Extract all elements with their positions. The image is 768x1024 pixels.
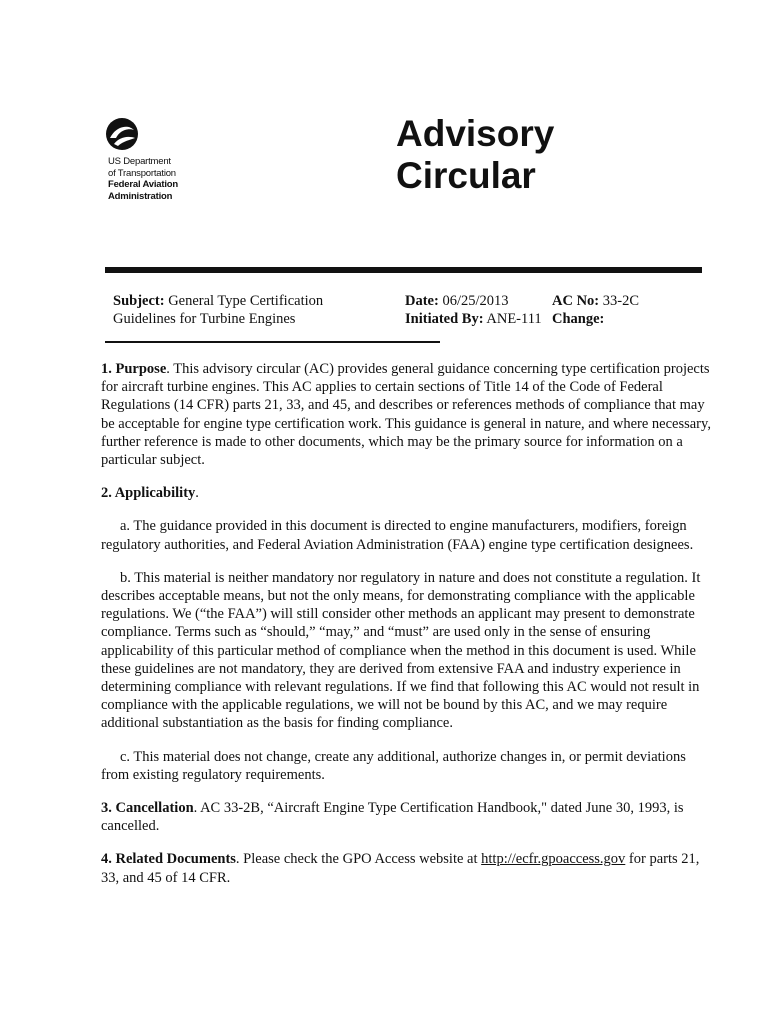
- applicability-heading-line: [101, 484, 713, 502]
- initiated-label: Initiated By:: [405, 311, 484, 327]
- subject-block: [113, 292, 403, 328]
- applicability-dot: .: [195, 485, 199, 502]
- purpose-text: . This advisory circular (AC) provides general guidance concerning type certification projects for aircraft turbine engines. This AC applies to certain sections of Title 14 of the Code of Federal Regulations (14 CFR) parts 21, 33, and 45, and describes or references methods of compliance that may be acceptable for engine type certification work. This guidance is general in nature, and where necessary, further reference is made to other documents, which may be the primary source for information on a particular subject.: [101, 361, 711, 469]
- change-label: Change:: [552, 311, 605, 327]
- cancellation-paragraph: [101, 799, 713, 835]
- subject-line-2: Guidelines for Turbine Engines: [113, 311, 296, 327]
- purpose-heading: 1. Purpose: [101, 361, 167, 377]
- applicability-c: c. This material does not change, create any additional, authorize changes in, or permit deviations from existing regulatory requirements.: [101, 748, 686, 783]
- document-body: [101, 360, 713, 902]
- dept-line-2: of Transportation: [108, 167, 176, 179]
- title-line-2: Circular: [396, 155, 536, 196]
- subject-label: Subject:: [113, 293, 165, 309]
- applicability-b: b. This material is neither mandatory nor regulatory in nature and does not constitute a regulation. It describes acceptable means, but not the only means, for demonstrating compliance with the applicable regulations. We (“the FAA”) will still consider other methods an applicant may present to demonstrate compliance. Terms such as “should,” “may,” and “must” are used only in the sense of ensuring applicability of this particular method of compliance when the method in this document is used. While these guidelines are not mandatory, they are derived from extensive FAA and industry experience in determining compliance with relevant regulations. If we find that following this AC would not result in compliance with the applicable regulations, we will not be bound by this AC, and we may require additional substantiation as the basis for finding compliance.: [101, 569, 701, 732]
- cancellation-heading: 3. Cancellation: [101, 800, 194, 817]
- related-text-after: for parts 21, 33, and 45 of 14 CFR.: [101, 851, 700, 886]
- related-documents-paragraph: [101, 850, 713, 886]
- title-line-1: Advisory: [396, 113, 555, 154]
- dept-line-1: US Department: [108, 156, 171, 167]
- applicability-a: a. The guidance provided in this document is directed to engine manufacturers, modifiers, foreign regulatory authorities, and Federal Aviation Administration (FAA) engine type certification designees.: [101, 518, 694, 553]
- date-label: Date:: [405, 293, 439, 309]
- date-value: 06/25/2013: [438, 293, 509, 309]
- initiated-value: ANE-111: [483, 311, 542, 327]
- related-heading: 4. Related Documents: [101, 851, 236, 868]
- header-rule: [105, 267, 702, 273]
- agency-name: [108, 156, 178, 202]
- agency-line-1: Federal Aviation: [108, 179, 179, 190]
- subject-line-1: General Type Certification: [164, 293, 324, 309]
- document-title: [396, 113, 554, 197]
- cancellation-text: . AC 33-2B, “Aircraft Engine Type Certification Handbook," dated June 30, 1993, is cancelled.: [101, 800, 684, 835]
- agency-line-2: Administration: [108, 190, 173, 202]
- related-text-before: . Please check the GPO Access website at: [235, 851, 482, 868]
- dot-emblem-icon: [104, 116, 140, 152]
- ac-label: AC No:: [552, 293, 600, 309]
- applicability-heading: 2. Applicability: [101, 485, 196, 502]
- gpo-access-link[interactable]: http://ecfr.gpoaccess.gov: [481, 851, 626, 868]
- ac-block: [552, 292, 702, 328]
- ac-value: 33-2C: [599, 293, 639, 309]
- date-block: [405, 292, 553, 328]
- subject-rule: [105, 341, 440, 343]
- purpose-paragraph: [101, 360, 713, 469]
